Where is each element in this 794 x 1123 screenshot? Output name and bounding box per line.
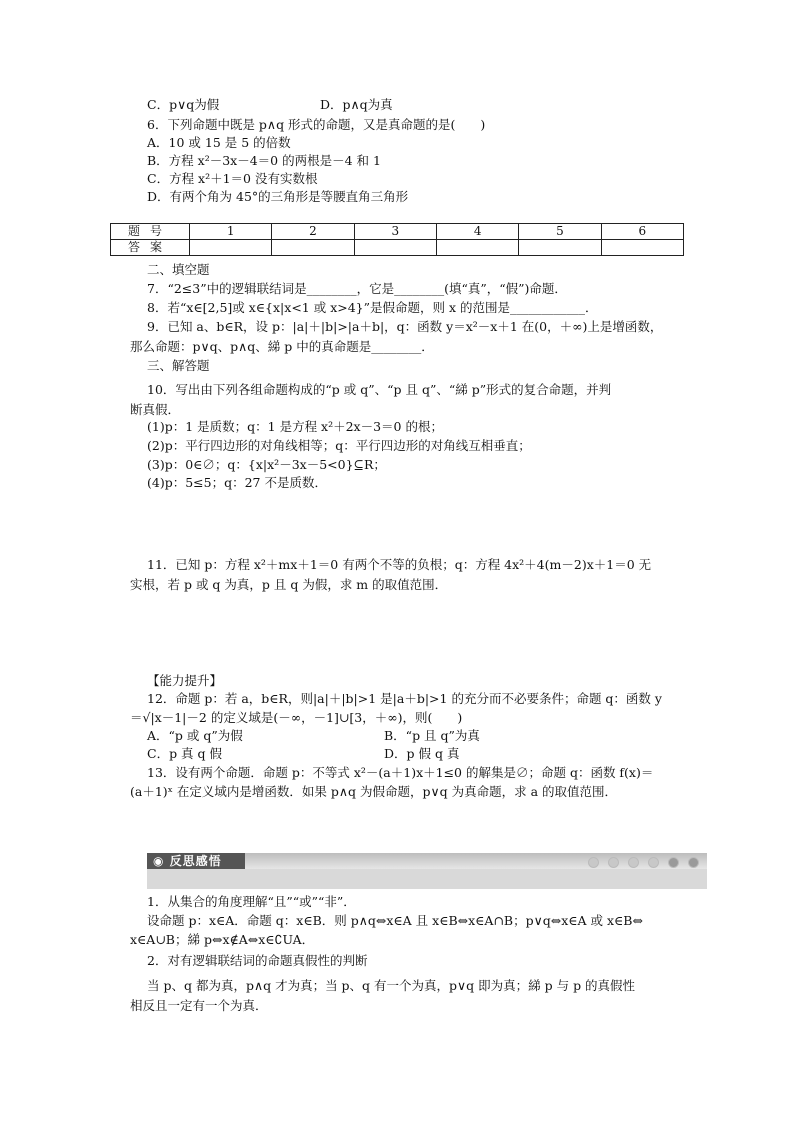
answer-cell[interactable]: [272, 240, 354, 256]
q8: 8．若“x∈[2,5]或 x∈{x|x<1 或 x>4}”是假命题，则 x 的范围是____________．: [147, 300, 598, 315]
table-cell: 2: [272, 224, 354, 240]
reflect-p5: 当 p、q 都为真，p∧q 才为真；当 p、q 有一个为真，p∨q 即为真；綈 p 与 p 的真假性: [147, 978, 636, 993]
q10-line2: 断真假．: [130, 402, 181, 417]
section-fill-blank-title: 二、填空题: [147, 262, 210, 277]
reflect-p2: 设命题 p：x∈A．命题 q：x∈B．则 p∧q⇔x∈A 且 x∈B⇔x∈A∩B；p∨q⇔x∈A 或 x∈B⇔: [147, 913, 643, 928]
reflect-p6: 相反且一定有一个为真．: [130, 998, 268, 1013]
q12-line2: ＝√|x－1|－2 的定义域是(－∞，－1]∪[3，＋∞)，则( ): [130, 710, 463, 725]
q7: 7．“2≤3”中的逻辑联结词是________，它是________(填“真”，“假”)命题．: [147, 281, 567, 296]
q10-item2: (2)p：平行四边形的对角线相等；q：平行四边形的对角线互相垂直；: [147, 438, 531, 453]
table-cell: 1: [190, 224, 272, 240]
q5-option-d: D．p∧q为真: [320, 97, 393, 112]
answer-cell[interactable]: [436, 240, 518, 256]
table-row: [111, 224, 684, 240]
row-label-answer: 答案: [111, 240, 190, 256]
answer-cell[interactable]: [190, 240, 272, 256]
dot-icon: [628, 857, 639, 868]
row-label-number: 题号: [111, 224, 190, 240]
dot-icon: [588, 857, 599, 868]
reflect-p3: x∈A∪B；綈 p⇔x∉A⇔x∈∁UA．: [130, 932, 315, 947]
q9-line1: 9．已知 a、b∈R，设 p：|a|＋|b|>|a＋b|，q：函数 y＝x²－x＋1 在(0，＋∞)上是增函数，: [147, 319, 663, 334]
table-cell: 3: [354, 224, 436, 240]
q12-line1: 12．命题 p：若 a，b∈R，则|a|＋|b|>1 是|a＋b|>1 的充分而不必要条件；命题 q：函数 y: [147, 691, 662, 706]
q13-line2: (a＋1)ˣ 在定义域内是增函数．如果 p∧q 为假命题，p∨q 为真命题，求 a 的取值范围．: [130, 784, 618, 799]
dot-icon: [608, 857, 619, 868]
q10-item3: (3)p：0∈∅；q：{x|x²－3x－5<0}⊆R；: [147, 457, 386, 472]
q9-line2: 那么命题：p∨q、p∧q、綈 p 中的真命题是________．: [130, 339, 434, 354]
q13-line1: 13．设有两个命题．命题 p：不等式 x²－(a＋1)x＋1≤0 的解集是∅；命题 q：函数 f(x)＝: [147, 765, 654, 780]
banner-header: [147, 853, 707, 869]
reflect-p1: 1．从集合的角度理解“且”“或”“非”．: [147, 894, 356, 909]
answer-cell[interactable]: [601, 240, 683, 256]
dot-icon: [688, 857, 699, 868]
decorative-dots: [583, 856, 699, 871]
q12-option-b: B．“p 且 q”为真: [384, 728, 480, 743]
q12-option-c: C．p 真 q 假: [147, 746, 222, 761]
table-cell: 6: [601, 224, 683, 240]
q10-item1: (1)p：1 是质数；q：1 是方程 x²＋2x－3＝0 的根；: [147, 419, 443, 434]
answer-cell[interactable]: [354, 240, 436, 256]
ability-title: 【能力提升】: [147, 673, 223, 688]
q6-option-d: D．有两个角为 45°的三角形是等腰直角三角形: [147, 189, 409, 204]
q5-option-c: C．p∨q为假: [147, 97, 220, 112]
q6-stem: 6．下列命题中既是 p∧q 形式的命题，又是真命题的是( ): [147, 117, 486, 132]
section-answer-title: 三、解答题: [147, 358, 210, 373]
reflect-p4: 2．对有逻辑联结词的命题真假性的判断: [147, 953, 368, 968]
q6-option-b: B．方程 x²－3x－4＝0 的两根是－4 和 1: [147, 153, 381, 168]
q11-line2: 实根，若 p 或 q 为真，p 且 q 为假，求 m 的取值范围．: [130, 577, 448, 592]
table-row: [111, 240, 684, 256]
reflection-banner: [147, 853, 707, 889]
q6-option-c: C．方程 x²＋1＝0 没有实数根: [147, 171, 318, 186]
banner-title: ◉ 反思感悟: [147, 853, 245, 869]
answer-cell[interactable]: [519, 240, 601, 256]
q11-line1: 11．已知 p：方程 x²＋mx＋1＝0 有两个不等的负根；q：方程 4x²＋4(m－2)x＋1＝0 无: [147, 557, 652, 572]
answer-table: [110, 223, 684, 256]
q10-item4: (4)p：5≤5；q：27 不是质数．: [147, 475, 327, 490]
dot-icon: [668, 857, 679, 868]
table-cell: 5: [519, 224, 601, 240]
q6-option-a: A．10 或 15 是 5 的倍数: [147, 135, 291, 150]
dot-icon: [648, 857, 659, 868]
q12-option-a: A．“p 或 q”为假: [147, 728, 243, 743]
q12-option-d: D．p 假 q 真: [384, 746, 460, 761]
table-cell: 4: [436, 224, 518, 240]
q10-line1: 10．写出由下列各组命题构成的“p 或 q”、“p 且 q”、“綈 p”形式的复合命题，并判: [147, 382, 612, 397]
